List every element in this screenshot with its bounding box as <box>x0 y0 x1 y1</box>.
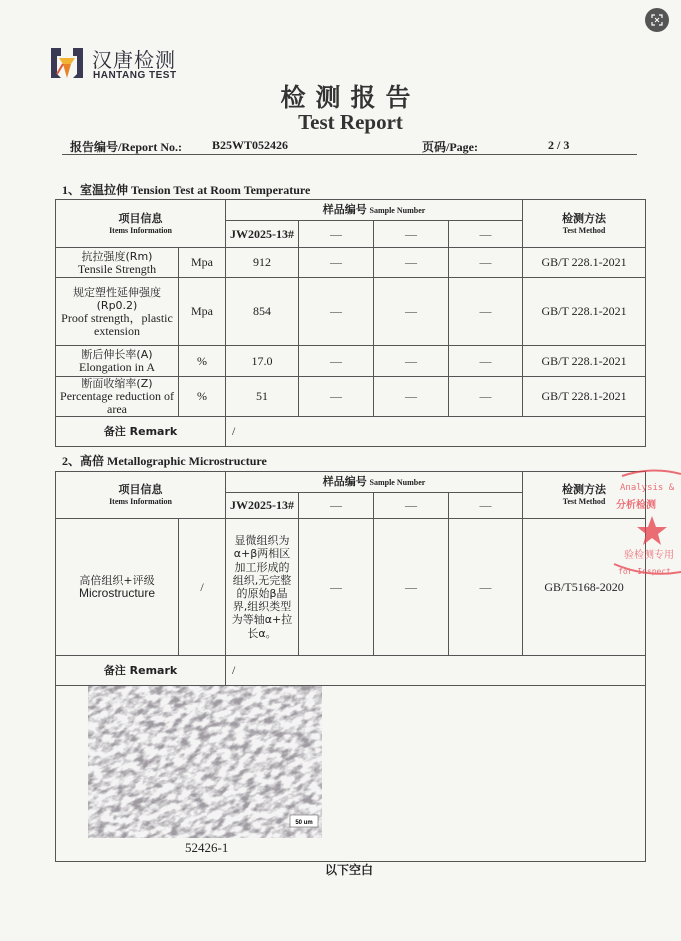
report-no: B25WT052426 <box>212 138 289 152</box>
sample-id: — <box>449 493 523 519</box>
sample-id: — <box>299 221 374 248</box>
test-method-header: 检测方法 Test Method <box>523 200 646 248</box>
logo-text-en: HANTANG TEST <box>93 70 177 81</box>
hantang-logo-icon <box>48 44 86 82</box>
svg-text:分析检测: 分析检测 <box>616 500 656 511</box>
scale-bar-label: 50 um <box>295 820 313 826</box>
inspection-stamp <box>612 468 681 578</box>
sample-id: — <box>449 221 523 248</box>
remark-row <box>56 417 646 447</box>
value: — <box>449 519 523 656</box>
expand-icon <box>651 14 663 26</box>
unit: Mpa <box>179 278 226 346</box>
value: 17.0 <box>226 346 299 377</box>
value: — <box>449 248 523 278</box>
value: 51 <box>226 377 299 417</box>
items-info-header: 项目信息 Items Information <box>56 200 226 248</box>
section1-title: 1、室温拉伸 Tension Test at Room Temperature <box>62 183 311 197</box>
table-row <box>56 377 646 417</box>
logo-text-cn: 汉唐检测 <box>92 48 176 72</box>
item-name: 断面收缩率(Z) Percentage reduction of area <box>56 377 179 417</box>
unit: % <box>179 346 226 377</box>
table-row <box>56 519 646 656</box>
sample-id: JW2025-13# <box>226 493 299 519</box>
tension-test-table <box>55 199 646 447</box>
table-row <box>56 346 646 377</box>
method: GB/T 228.1-2021 <box>523 278 646 346</box>
method: GB/T 228.1-2021 <box>523 248 646 278</box>
value: — <box>374 377 449 417</box>
svg-text:for Inspect: for Inspect <box>618 567 671 576</box>
unit: Mpa <box>179 248 226 278</box>
value: — <box>299 248 374 278</box>
value: — <box>374 519 449 656</box>
end-of-report-text: 以下空白 <box>325 863 374 877</box>
page-label: 页码/Page: <box>422 140 478 154</box>
table-row <box>56 278 646 346</box>
value: — <box>449 346 523 377</box>
title-en: Test Report <box>298 110 403 134</box>
sample-id: — <box>374 221 449 248</box>
method: GB/T 228.1-2021 <box>523 346 646 377</box>
item-name: 规定塑性延伸强度(Rp0.2) Proof strength，plastic extension <box>56 278 179 346</box>
value: — <box>449 377 523 417</box>
report-no-label: 报告编号/Report No.: <box>70 140 182 154</box>
svg-text:Analysis &: Analysis & <box>620 483 675 493</box>
sample-number-header: 样品编号 Sample Number <box>226 472 523 493</box>
remark-value: / <box>226 417 646 447</box>
image-caption: 52426-1 <box>185 840 229 855</box>
sample-id: — <box>374 493 449 519</box>
unit: % <box>179 377 226 417</box>
header-divider <box>62 154 637 155</box>
microstructure-result: 显微组织为α+β两相区加工形成的组织,无完整的原始β晶界,组织类型为等轴α+拉长α。 <box>226 519 299 656</box>
remark-label: 备注 Remark <box>56 417 226 447</box>
sample-id: JW2025-13# <box>226 221 299 248</box>
method: GB/T 228.1-2021 <box>523 377 646 417</box>
micrograph-image <box>88 686 322 838</box>
value: — <box>299 278 374 346</box>
value: 854 <box>226 278 299 346</box>
value: — <box>374 278 449 346</box>
page-number: 2 / 3 <box>548 138 570 152</box>
items-info-header: 项目信息 Items Information <box>56 472 226 519</box>
remark-label: 备注 Remark <box>56 656 226 686</box>
remark-value: / <box>226 656 646 686</box>
value: — <box>374 346 449 377</box>
value: — <box>374 248 449 278</box>
title-cn: 检测报告 <box>280 83 421 112</box>
fullscreen-button[interactable] <box>645 8 669 32</box>
value: — <box>299 377 374 417</box>
item-name: 高倍组织+评级 Microstructure <box>56 519 179 656</box>
item-name: 抗拉强度(Rm) Tensile Strength <box>56 248 179 278</box>
svg-text:验检测专用: 验检测专用 <box>624 550 674 561</box>
test-method-header: 检测方法 Test Method <box>523 472 646 519</box>
sample-id: — <box>299 493 374 519</box>
unit: / <box>179 519 226 656</box>
value: — <box>449 278 523 346</box>
value: — <box>299 519 374 656</box>
item-name: 断后伸长率(A) Elongation in A <box>56 346 179 377</box>
section2-title: 2、高倍 Metallographic Microstructure <box>62 454 267 468</box>
sample-number-header: 样品编号 Sample Number <box>226 200 523 221</box>
table-row <box>56 248 646 278</box>
remark-row <box>56 656 646 686</box>
method: GB/T5168-2020 <box>523 519 646 656</box>
value: 912 <box>226 248 299 278</box>
value: — <box>299 346 374 377</box>
